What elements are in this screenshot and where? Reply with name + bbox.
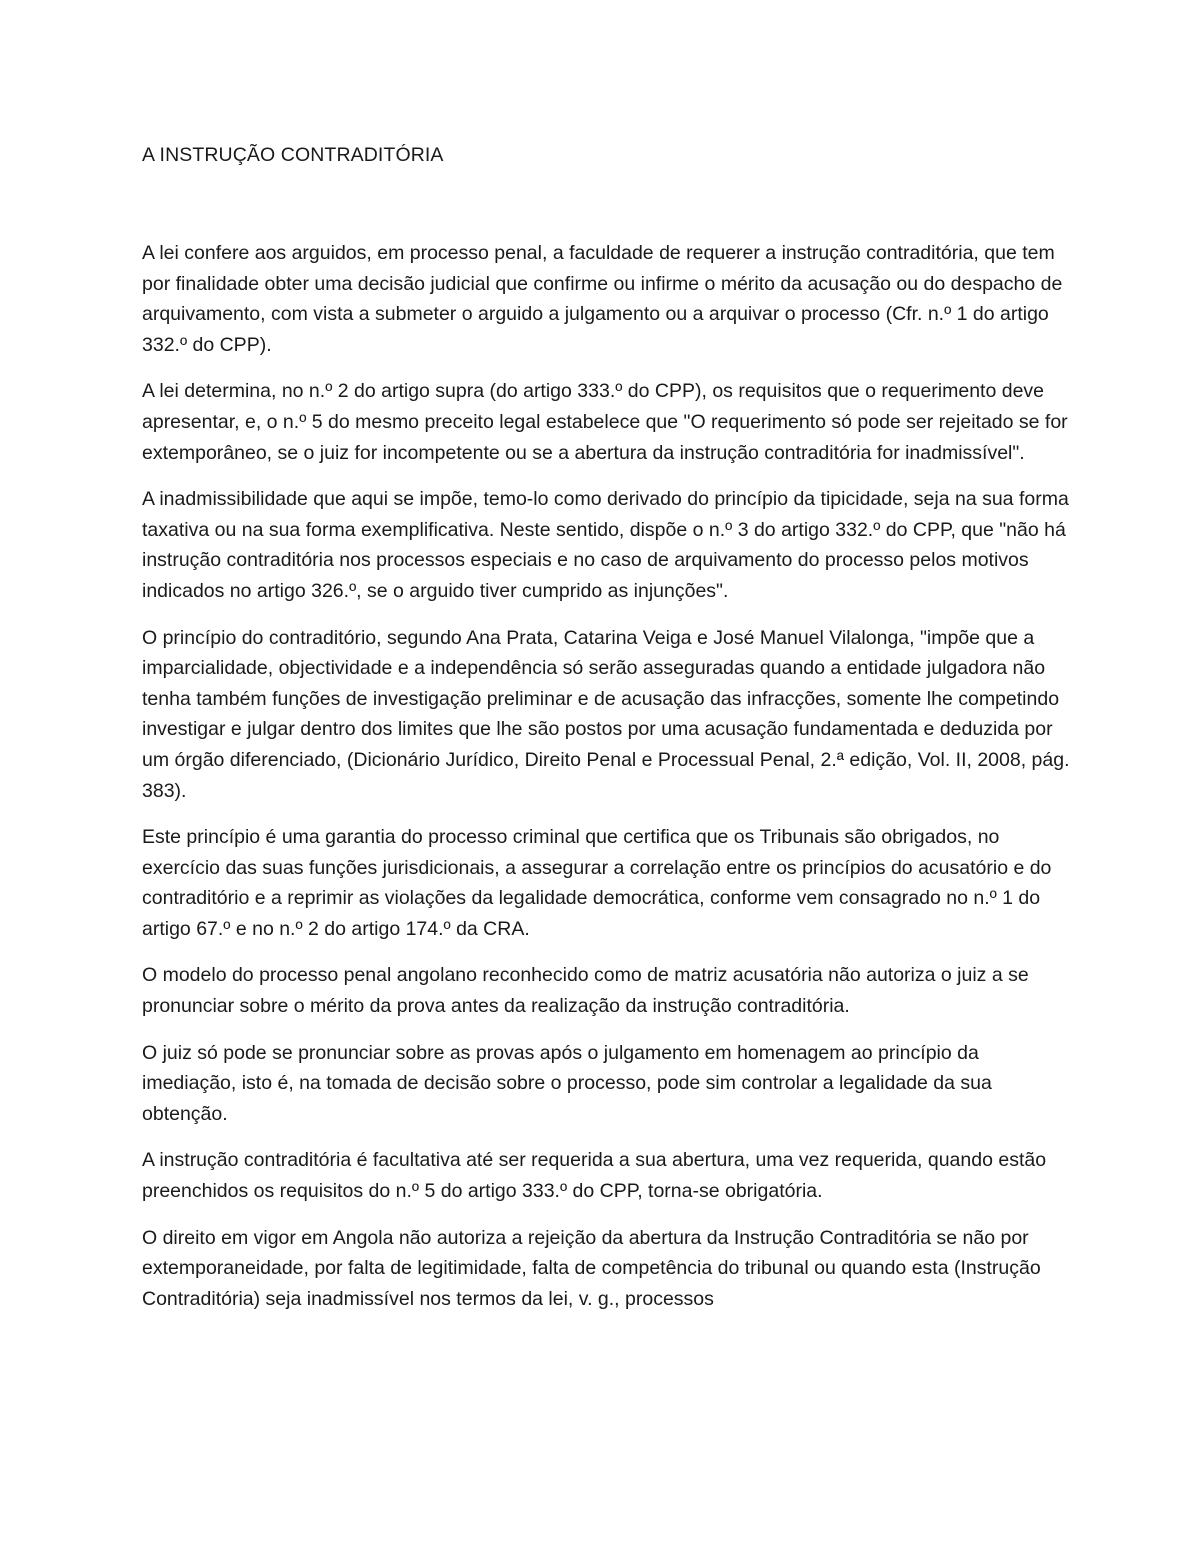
document-title: A INSTRUÇÃO CONTRADITÓRIA [142, 144, 444, 166]
paragraph: Este princípio é uma garantia do processo criminal que certifica que os Tribunais são obrigados, no exercício das suas funções jurisdicionais, a assegurar a correlação entre os princípios do acusatório e do contraditório e a reprimir as violações da legalidade democrática, conforme vem consagrado no n.º 1 do artigo 67.º e no n.º 2 do artigo 174.º da CRA. [142, 826, 1052, 940]
paragraph: A inadmissibilidade que aqui se impõe, temo-lo como derivado do princípio da tipicidade, seja na sua forma taxativa ou na sua forma exemplificativa. Neste sentido, dispõe o n.º 3 do artigo 332.º do CPP, que "não há instrução contraditória nos processos especiais e no caso de arquivamento do processo pelos motivos indicados no artigo 326.º, se o arguido tiver cumprido as injunções". [142, 488, 1069, 602]
paragraph: A instrução contraditória é facultativa até ser requerida a sua abertura, uma vez requerida, quando estão preenchidos os requisitos do n.º 5 do artigo 333.º do CPP, torna-se obrigatória. [142, 1149, 1047, 1203]
document-page [142, 140, 1077, 1330]
paragraph: A lei confere aos arguidos, em processo penal, a faculdade de requerer a instrução contraditória, que tem por finalidade obter uma decisão judicial que confirme ou infirme o mérito da acusação ou do despacho de arquivamento, com vista a submeter o arguido a julgamento ou a arquivar o processo (Cfr. n.º 1 do artigo 332.º do CPP). [142, 242, 1063, 356]
paragraph: O princípio do contraditório, segundo Ana Prata, Catarina Veiga e José Manuel Vilalonga, "impõe que a imparcialidade, objectividade e a independência só serão asseguradas quando a entidade julgadora não tenha também funções de investigação preliminar e de acusação das infracções, somente lhe competindo investigar e julgar dentro dos limites que lhe são postos por uma acusação fundamentada e deduzida por um órgão diferenciado, (Dicionário Jurídico, Direito Penal e Processual Penal, 2.ª edição, Vol. II, 2008, pág. 383). [142, 626, 1070, 802]
paragraph: A lei determina, no n.º 2 do artigo supra (do artigo 333.º do CPP), os requisitos que o requerimento deve apresentar, e, o n.º 5 do mesmo preceito legal estabelece que "O requerimento só pode ser rejeitado se for extemporâneo, se o juiz for incompetente ou se a abertura da instrução contraditória for inadmissível". [142, 380, 1068, 464]
paragraph: O modelo do processo penal angolano reconhecido como de matriz acusatória não autoriza o juiz a se pronunciar sobre o mérito da prova antes da realização da instrução contraditória. [142, 964, 1029, 1018]
paragraph: O direito em vigor em Angola não autoriza a rejeição da abertura da Instrução Contraditória se não por extemporaneidade, por falta de legitimidade, falta de competência do tribunal ou quando esta (Instrução Contraditória) seja inadmissível nos termos da lei, v. g., processos [142, 1226, 1041, 1310]
paragraph: O juiz só pode se pronunciar sobre as provas após o julgamento em homenagem ao princípio da imediação, isto é, na tomada de decisão sobre o processo, pode sim controlar a legalidade da sua obtenção. [142, 1041, 992, 1125]
document-body [142, 238, 1077, 1314]
